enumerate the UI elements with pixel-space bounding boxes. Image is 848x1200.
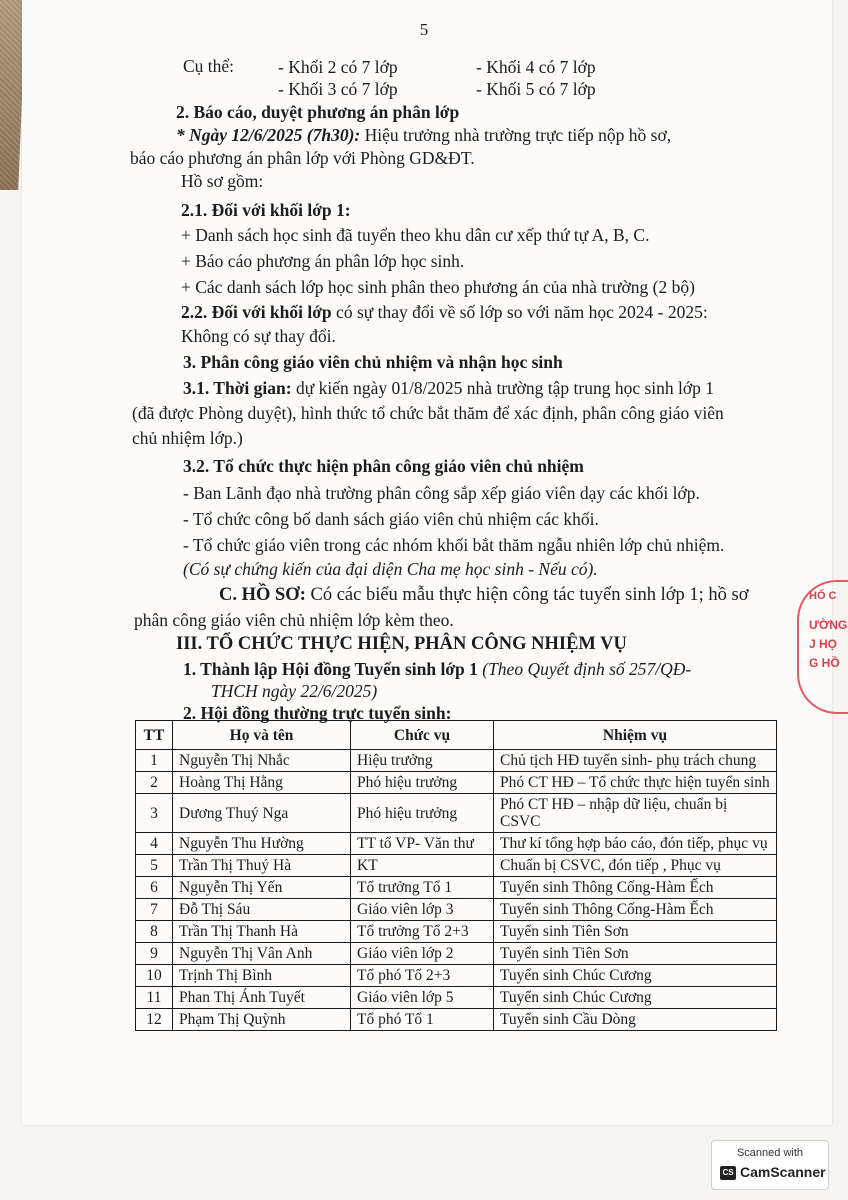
member-name: Phan Thị Ánh Tuyết (173, 987, 351, 1009)
member-duty: Tuyển sinh Thông Cống-Hàm Ếch (494, 899, 777, 921)
paragraph-line: phân công giáo viên chủ nhiệm lớp kèm theo. (134, 610, 454, 630)
intro-label: Cụ thể: (183, 56, 235, 76)
row-number: 1 (136, 750, 173, 772)
member-duty: Tuyển sinh Chúc Cương (494, 987, 777, 1009)
member-name: Nguyễn Thị Yến (173, 877, 351, 899)
member-duty: Tuyển sinh Tiên Sơn (494, 943, 777, 965)
member-name: Nguyễn Thu Hường (173, 833, 351, 855)
row-number: 5 (136, 855, 173, 877)
list-item: - Ban Lãnh đạo nhà trường phân công sắp xếp giáo viên dạy các khối lớp. (183, 483, 700, 503)
member-position: KT (351, 855, 494, 877)
table-row (136, 833, 777, 855)
intro-item: - Khối 3 có 7 lớp (278, 79, 398, 99)
paragraph-line: báo cáo phương án phân lớp với Phòng GD&ĐT. (130, 148, 475, 168)
school-stamp: HỐ C ƯỜNG J HỌ G HỒ (797, 580, 848, 714)
member-position: Tổ trưởng Tổ 1 (351, 877, 494, 899)
table-row (136, 921, 777, 943)
row-number: 11 (136, 987, 173, 1009)
member-duty: Chủ tịch HĐ tuyển sinh- phụ trách chung (494, 750, 777, 772)
member-name: Phạm Thị Quỳnh (173, 1009, 351, 1031)
column-header-name: Họ và tên (173, 721, 351, 750)
paragraph-line: THCH ngày 22/6/2025) (211, 681, 378, 701)
member-position: Tổ trưởng Tổ 2+3 (351, 921, 494, 943)
column-header-position: Chức vụ (351, 721, 494, 750)
member-name: Nguyễn Thị Nhắc (173, 750, 351, 772)
intro-item: - Khối 2 có 7 lớp (278, 57, 398, 77)
list-item: - Tổ chức giáo viên trong các nhóm khối bắt thăm ngẫu nhiên lớp chủ nhiệm. (183, 535, 725, 555)
member-name: Trần Thị Thuý Hà (173, 855, 351, 877)
row-number: 4 (136, 833, 173, 855)
member-duty: Tuyển sinh Chúc Cương (494, 965, 777, 987)
table-row (136, 965, 777, 987)
table-row (136, 1009, 777, 1031)
table-row (136, 877, 777, 899)
list-item: + Các danh sách lớp học sinh phân theo phương án của nhà trường (2 bộ) (181, 277, 695, 297)
column-header-duty: Nhiệm vụ (494, 721, 777, 750)
member-name: Nguyễn Thị Vân Anh (173, 943, 351, 965)
member-position: Phó hiệu trưởng (351, 772, 494, 794)
table-row (136, 943, 777, 965)
member-duty: Phó CT HĐ – Tổ chức thực hiện tuyển sinh (494, 772, 777, 794)
member-name: Trần Thị Thanh Hà (173, 921, 351, 943)
table-row (136, 987, 777, 1009)
member-duty: Thư kí tổng hợp báo cáo, đón tiếp, phục vụ (494, 833, 777, 855)
table-row (136, 750, 777, 772)
note-text: (Có sự chứng kiến của đại diện Cha mẹ học sinh - Nếu có). (183, 559, 598, 579)
row-number: 12 (136, 1009, 173, 1031)
member-name: Trịnh Thị Bình (173, 965, 351, 987)
list-item: + Danh sách học sinh đã tuyển theo khu dân cư xếp thứ tự A, B, C. (181, 225, 650, 245)
member-name: Dương Thuý Nga (173, 794, 351, 833)
member-duty: Chuẩn bị CSVC, đón tiếp , Phục vụ (494, 855, 777, 877)
member-position: TT tổ VP- Văn thư (351, 833, 494, 855)
paragraph-line: chủ nhiệm lớp.) (132, 428, 243, 448)
paragraph-line: C. HỒ SƠ: Có các biểu mẫu thực hiện công tác tuyển sinh lớp 1; hồ sơ (219, 585, 749, 605)
row-number: 10 (136, 965, 173, 987)
table-header (136, 721, 777, 750)
member-name: Đỗ Thị Sáu (173, 899, 351, 921)
member-name: Hoàng Thị Hằng (173, 772, 351, 794)
row-number: 3 (136, 794, 173, 833)
table-body (136, 750, 777, 1031)
council-table (135, 720, 777, 1031)
table-row (136, 794, 777, 833)
page-number: 5 (419, 20, 429, 39)
member-duty: Phó CT HĐ – nhập dữ liệu, chuẩn bị CSVC (494, 794, 777, 833)
member-position: Giáo viên lớp 5 (351, 987, 494, 1009)
subsection-heading: 2.1. Đối với khối lớp 1: (181, 200, 351, 220)
intro-item: - Khối 4 có 7 lớp (476, 57, 596, 77)
scanner-brand: CamScanner (740, 1164, 826, 1180)
member-duty: Tuyển sinh Cầu Dòng (494, 1009, 777, 1031)
list-item: + Báo cáo phương án phân lớp học sinh. (181, 251, 465, 271)
row-number: 6 (136, 877, 173, 899)
section-heading: 2. Hội đồng thường trực tuyển sinh: (183, 703, 452, 723)
section-heading: III. TỔ CHỨC THỰC HIỆN, PHÂN CÔNG NHIỆM VỤ (176, 634, 627, 654)
date-text: * Ngày 12/6/2025 (7h30): (176, 125, 361, 145)
row-number: 7 (136, 899, 173, 921)
member-duty: Tuyển sinh Tiên Sơn (494, 921, 777, 943)
list-item: - Tổ chức công bố danh sách giáo viên chủ nhiệm các khối. (183, 509, 599, 529)
camscanner-badge (711, 1140, 829, 1190)
member-position: Giáo viên lớp 3 (351, 899, 494, 921)
row-number: 8 (136, 921, 173, 943)
row-number: 9 (136, 943, 173, 965)
member-position: Hiệu trưởng (351, 750, 494, 772)
paragraph-line: (đã được Phòng duyệt), hình thức tổ chức bắt thăm để xác định, phân công giáo viên (132, 403, 724, 423)
paragraph-line: 2.2. Đối với khối lớp có sự thay đổi về số lớp so với năm học 2024 - 2025: (181, 302, 708, 322)
section-heading: 2. Báo cáo, duyệt phương án phân lớp (176, 102, 460, 122)
member-position: Phó hiệu trưởng (351, 794, 494, 833)
camscanner-icon: CS (720, 1166, 736, 1180)
member-position: Giáo viên lớp 2 (351, 943, 494, 965)
paragraph-line: 1. Thành lập Hội đồng Tuyển sinh lớp 1 (Theo Quyết định số 257/QĐ- (183, 659, 692, 679)
paragraph-line: Không có sự thay đổi. (181, 326, 336, 346)
member-position: Tổ phó Tổ 2+3 (351, 965, 494, 987)
paragraph-line: * Ngày 12/6/2025 (7h30): Hiệu trưởng nhà trường trực tiếp nộp hồ sơ, (176, 125, 672, 145)
paragraph-line: 3.1. Thời gian: dự kiến ngày 01/8/2025 nhà trường tập trung học sinh lớp 1 (183, 378, 715, 398)
table-row (136, 772, 777, 794)
table-row (136, 855, 777, 877)
member-position: Tổ phó Tổ 1 (351, 1009, 494, 1031)
scanner-label: Scanned with (736, 1147, 804, 1159)
member-duty: Tuyển sinh Thông Cống-Hàm Ếch (494, 877, 777, 899)
column-header-tt: TT (136, 721, 173, 750)
table-header-row (136, 721, 777, 750)
table-row (136, 899, 777, 921)
subsection-heading: 3.2. Tổ chức thực hiện phân công giáo viên chủ nhiệm (183, 456, 584, 476)
intro-item: - Khối 5 có 7 lớp (476, 79, 596, 99)
section-heading: 3. Phân công giáo viên chủ nhiệm và nhận học sinh (183, 352, 563, 372)
paragraph-line: Hồ sơ gồm: (181, 171, 264, 191)
row-number: 2 (136, 772, 173, 794)
